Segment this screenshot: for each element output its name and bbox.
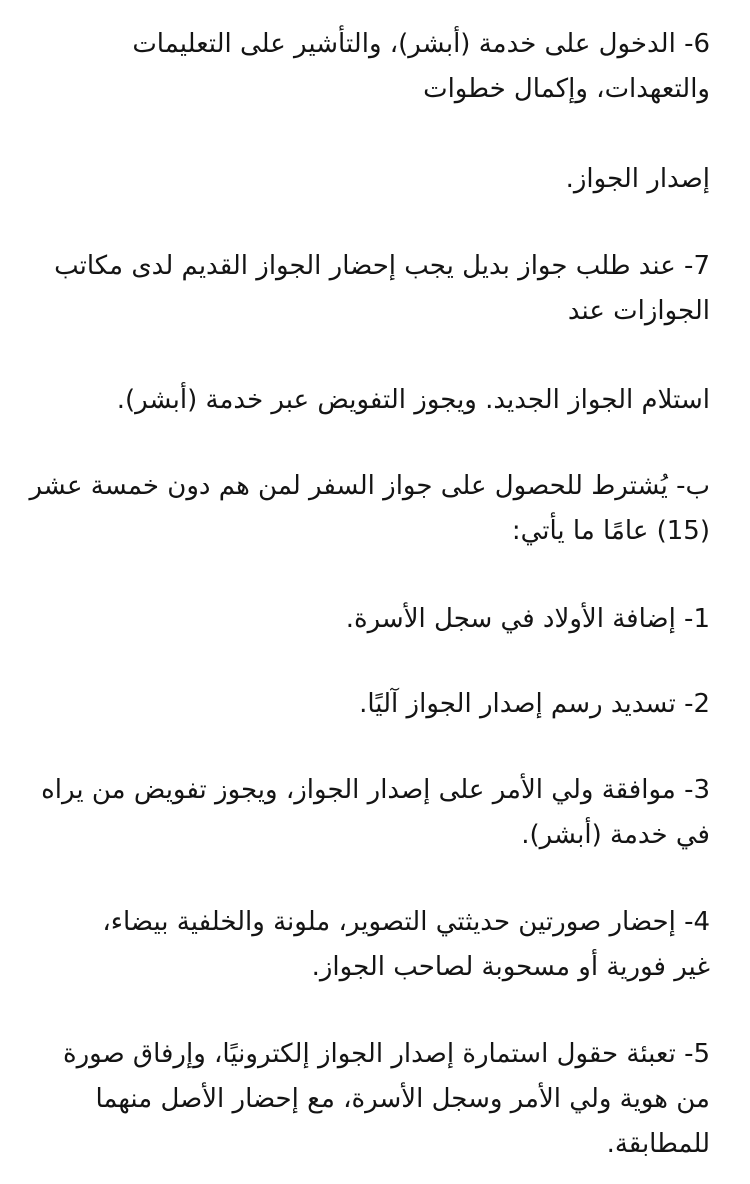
text-line: (15) عامًا ما يأتي:: [511, 516, 710, 546]
paragraph-step-6-continued: [38, 157, 710, 202]
text-line: للمطابقة.: [606, 1129, 710, 1159]
text-line: من هوية ولي الأمر وسجل الأسرة، مع إحضار الأصل منهما: [95, 1084, 710, 1114]
text-line: 7- عند طلب جواز بديل يجب إحضار الجواز القديم لدى مكاتب: [54, 251, 710, 281]
paragraph-step-7: [38, 244, 710, 334]
paragraph-b-item-5: [38, 1032, 710, 1167]
paragraph-step-6: [38, 22, 710, 112]
text-line: الجوازات عند: [567, 296, 710, 326]
text-line: 2- تسديد رسم إصدار الجواز آليًا.: [359, 689, 710, 719]
paragraph-b-item-4: [38, 900, 710, 990]
paragraph-b-item-3: [38, 768, 710, 858]
text-line: 1- إضافة الأولاد في سجل الأسرة.: [345, 604, 710, 634]
text-line: في خدمة (أبشر).: [521, 820, 710, 850]
text-line: استلام الجواز الجديد. ويجوز التفويض عبر خدمة (أبشر).: [116, 385, 710, 415]
paragraph-b-item-2: [38, 682, 710, 727]
text-line: ب- يُشترط للحصول على جواز السفر لمن هم دون خمسة عشر: [29, 471, 710, 501]
text-line: إصدار الجواز.: [565, 164, 710, 194]
paragraph-step-7-continued: [38, 378, 710, 423]
text-line: 3- موافقة ولي الأمر على إصدار الجواز، ويجوز تفويض من يراه: [41, 775, 710, 805]
text-line: 5- تعبئة حقول استمارة إصدار الجواز إلكترونيًا، وإرفاق صورة: [62, 1039, 710, 1069]
text-line: غير فورية أو مسحوبة لصاحب الجواز.: [311, 952, 710, 982]
text-line: 6- الدخول على خدمة (أبشر)، والتأشير على التعليمات: [132, 29, 710, 59]
text-line: والتعهدات، وإكمال خطوات: [423, 74, 710, 104]
paragraph-section-b: [29, 464, 710, 554]
paragraph-b-item-1: [38, 597, 710, 642]
text-line: 4- إحضار صورتين حديثتي التصوير، ملونة والخلفية بيضاء،: [102, 907, 710, 937]
